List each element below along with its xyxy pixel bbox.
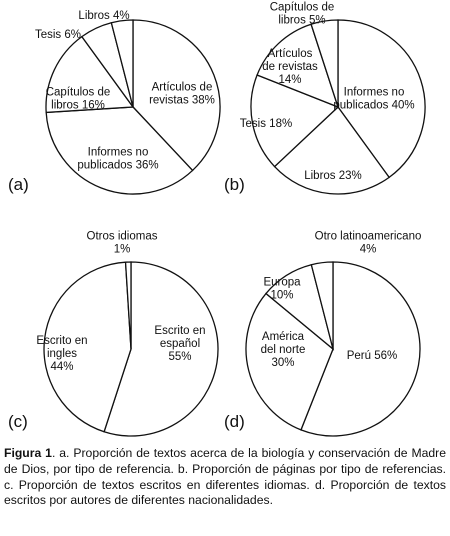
pie-chart-a bbox=[8, 10, 220, 194]
panel-label: (c) bbox=[8, 412, 28, 431]
slice-label: Otro latinoamericano 4% bbox=[314, 230, 422, 256]
slice-label: Libros 23% bbox=[304, 170, 362, 182]
slice-label: América del norte 30% bbox=[260, 331, 306, 369]
panel-label: (b) bbox=[224, 175, 245, 194]
slice-label: Perú 56% bbox=[346, 350, 398, 362]
panel-label: (d) bbox=[224, 412, 245, 431]
figure-caption bbox=[4, 446, 446, 509]
slice-label: Informes no publicados 36% bbox=[77, 146, 159, 172]
caption-lead: Figura 1 bbox=[4, 446, 52, 460]
slice-label: Capítulos de libros 16% bbox=[45, 86, 111, 112]
slice-label: Artículos de revistas 38% bbox=[149, 81, 215, 107]
slice-label: Informes no publicados 40% bbox=[333, 86, 415, 112]
slice-label: Europa 10% bbox=[263, 276, 301, 302]
slice-label: Libros 4% bbox=[78, 10, 130, 22]
slice-label: Capítulos de libros 5% bbox=[269, 1, 335, 27]
pie-chart-c bbox=[8, 231, 218, 436]
caption-text: . a. Proporción de textos acerca de la biología y conservación de Madre de Dios, por tipo de referencia. b. Proporción de páginas por tipo de referencias. c. Proporción de textos escritos en diferentes idiomas. d. Proporción de textos escritos por autores de diferentes nacionalidades. bbox=[4, 446, 446, 508]
slice-label: Escrito en español 55% bbox=[154, 325, 206, 363]
slice-label: Artículos de revistas 14% bbox=[262, 48, 318, 86]
pie-chart-d bbox=[224, 231, 421, 436]
slice-label: Tesis 18% bbox=[239, 118, 293, 130]
slice-label: Escrito en ingles 44% bbox=[36, 335, 88, 373]
pie-chart-b bbox=[224, 2, 425, 195]
slice-label: Tesis 6% bbox=[34, 29, 82, 41]
panel-label: (a) bbox=[8, 175, 29, 194]
slice-label: Otros idiomas 1% bbox=[86, 230, 158, 256]
